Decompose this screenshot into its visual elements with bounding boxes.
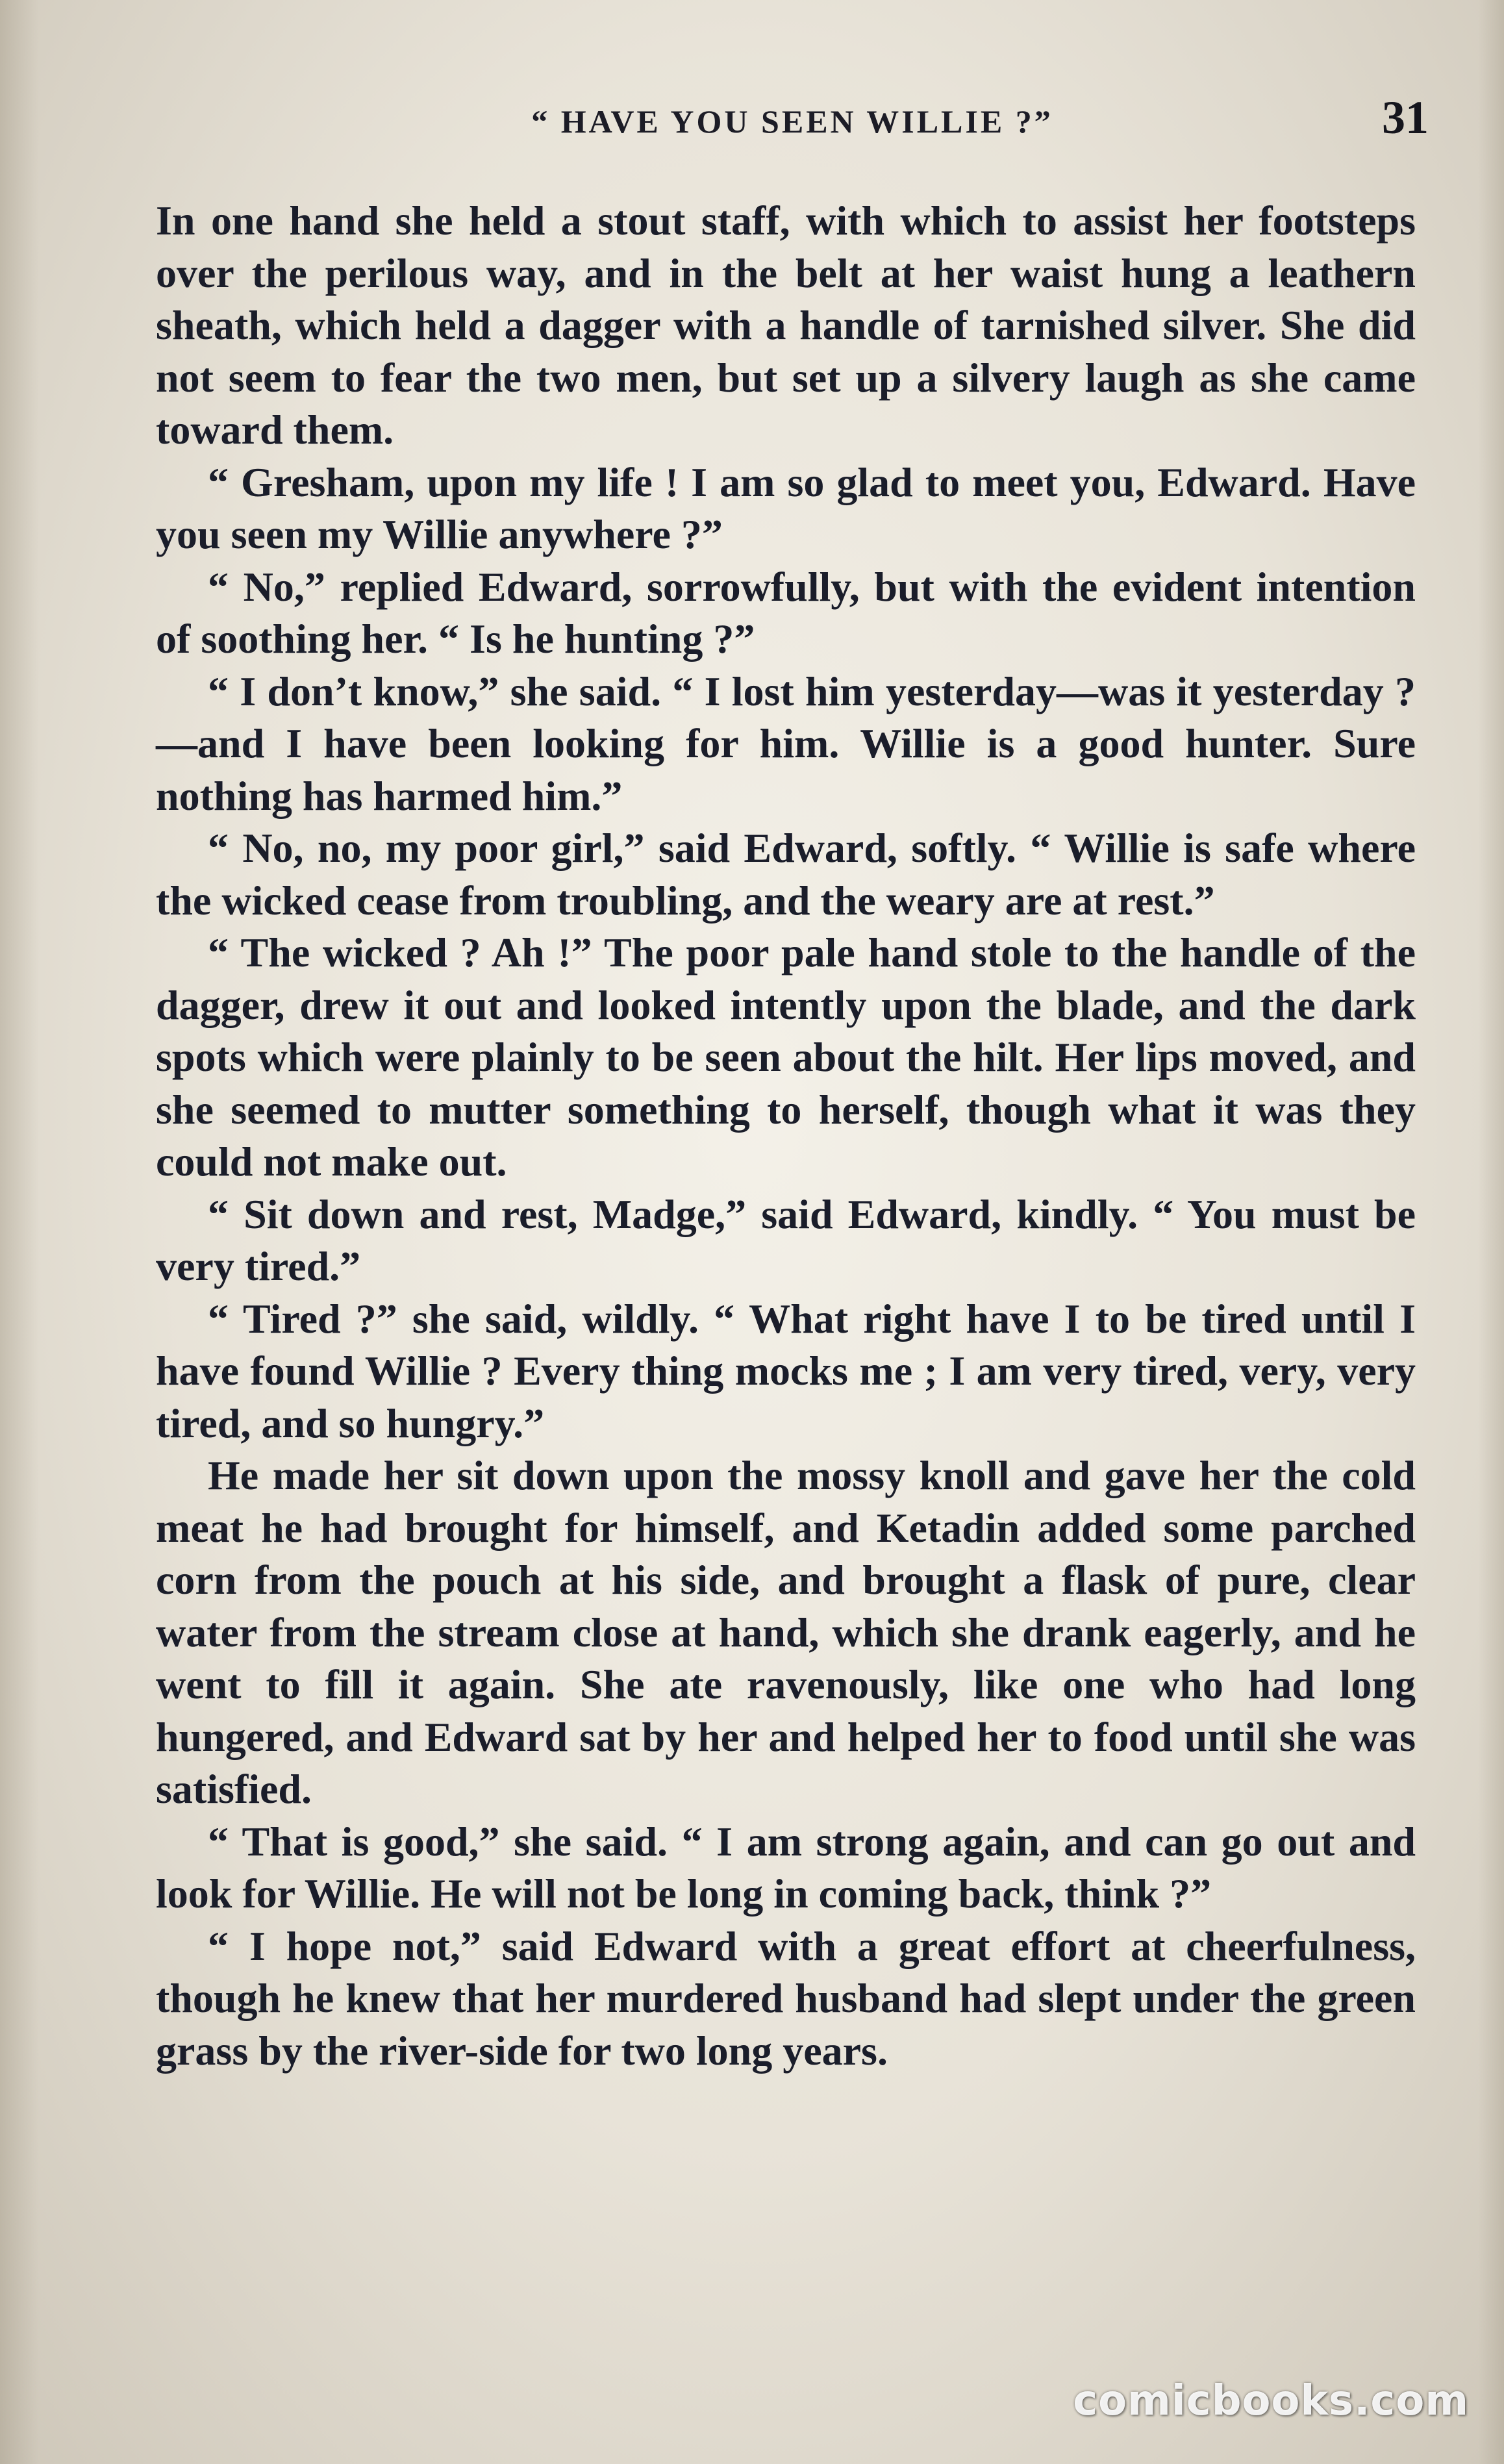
watermark: comicbooks.com xyxy=(1073,2377,1469,2425)
running-title: “ HAVE YOU SEEN WILLIE ?” xyxy=(531,103,1053,140)
paragraph-1: In one hand she held a stout staff, with which to assist her footsteps over the perilous way, and in the belt at her waist hung a leathern sheath, which held a dagger with a handle of tarnished silver. She did not seem to fear the two men, but set up a silvery laugh as she came toward them. xyxy=(156,197,1416,453)
body-text xyxy=(156,195,1416,2077)
page-edge-shadow-left xyxy=(0,0,39,2464)
paragraph-8: “ Tired ?” she said, wildly. “ What right have I to be tired until I have found Willie ? Every thing mocks me ; I am very tired, very, very tired, and so hungry.” xyxy=(156,1295,1416,1446)
paragraph-2: “ Gresham, upon my life ! I am so glad to meet you, Edward. Have you seen my Willie anywhere ?” xyxy=(156,459,1416,557)
paragraph-6: “ The wicked ? Ah !” The poor pale hand stole to the handle of the dagger, drew it out and looked intently upon the blade, and the dark spots which were plainly to be seen about the hilt. Her lips moved, and she seemed to mutter something to herself, though what it was they could not make out. xyxy=(156,929,1416,1185)
paragraph-11: “ I hope not,” said Edward with a great effort at cheerfulness, though he knew that her murdered husband had slept under the green grass by the river-side for two long years. xyxy=(156,1922,1416,2074)
paragraph-10: “ That is good,” she said. “ I am strong again, and can go out and look for Willie. He will not be long in coming back, think ?” xyxy=(156,1818,1416,1917)
paragraph-3: “ No,” replied Edward, sorrowfully, but with the evident intention of soothing her. “ Is he hunting ?” xyxy=(156,563,1416,662)
page-header xyxy=(156,91,1429,149)
page-number: 31 xyxy=(1382,92,1429,144)
paragraph-7: “ Sit down and rest, Madge,” said Edward, kindly. “ You must be very tired.” xyxy=(156,1190,1416,1289)
paragraph-4: “ I don’t know,” she said. “ I lost him yesterday—was it yesterday ?—and I have been looking for him. Willie is a good hunter. Sure nothing has harmed him.” xyxy=(156,668,1416,819)
paragraph-5: “ No, no, my poor girl,” said Edward, softly. “ Willie is safe where the wicked cease from troubling, and the weary are at rest.” xyxy=(156,825,1416,924)
page-edge-shadow-right xyxy=(1478,0,1504,2464)
paragraph-9: He made her sit down upon the mossy knoll and gave her the cold meat he had brought for himself, and Ketadin added some parched corn from the pouch at his side, and brought a flask of pure, clear water from the stream close at hand, which she drank eagerly, and he went to fill it again. She ate ravenously, like one who had long hungered, and Edward sat by her and helped her to food until she was satisfied. xyxy=(156,1452,1416,1812)
